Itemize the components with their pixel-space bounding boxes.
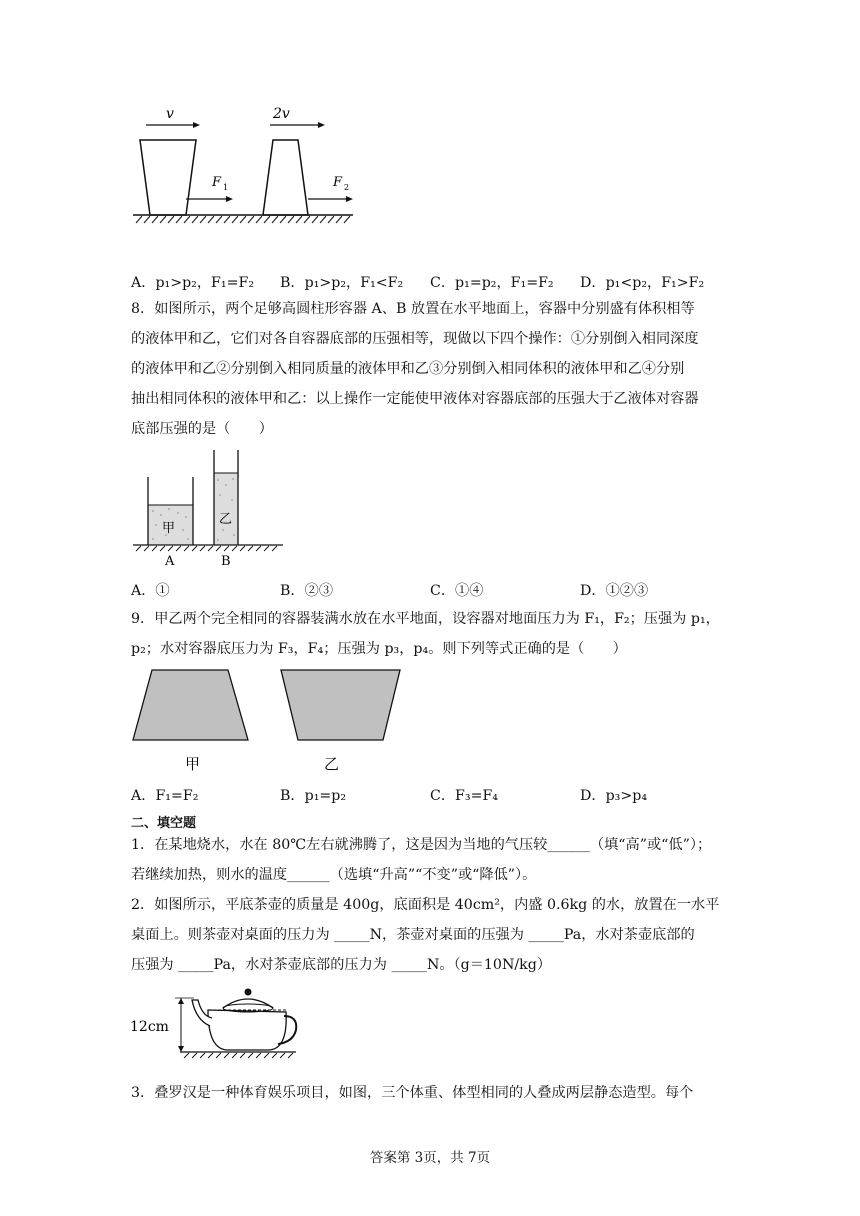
velocity-label-2v: 2v xyxy=(273,106,290,122)
liquid-a-label: 甲 xyxy=(162,521,176,536)
q9-figure xyxy=(128,665,408,777)
fill1-line-1: 1．在某地烧水，水在 80℃左右就沸腾了，这是因为当地的气压较______（填“高”或“低”）； xyxy=(131,837,712,853)
svg-text:1: 1 xyxy=(223,183,229,192)
force-label-f1: F xyxy=(212,175,222,190)
velocity-label-v: v xyxy=(166,106,174,122)
q9-line-2: p₂；水对容器底压力为 F₃，F₄；压强为 p₃，p₄。则下列等式正确的是（ ） xyxy=(131,641,627,657)
q7-option-d: D．p₁<p₂，F₁>F₂ xyxy=(580,275,705,291)
fill2-line-1: 2．如图所示，平底茶壶的质量是 400g，底面积是 40cm²，内盛 0.6kg 的水，放置在一水平 xyxy=(131,897,720,913)
q8-option-c: C．①④ xyxy=(430,583,484,599)
container-jia-label: 甲 xyxy=(185,755,201,773)
q8-option-a: A．① xyxy=(131,583,170,599)
fill2-line-2: 桌面上。则茶壶对桌面的压力为 _____N，茶壶对桌面的压强为 _____Pa，水对茶壶底部的 xyxy=(131,927,695,943)
q9-option-a: A．F₁=F₂ xyxy=(131,788,199,804)
q9-option-c: C．F₃=F₄ xyxy=(430,788,498,804)
q8-line-3: 的液体甲和乙②分别倒入相同质量的液体甲和乙③分别倒入相同体积的液体甲和乙④分别 xyxy=(131,361,685,377)
q8-option-d: D．①②③ xyxy=(580,583,649,599)
q8-line-1: 8．如图所示，两个足够高圆柱形容器 A、B 放置在水平地面上，容器中分别盛有体积相等 xyxy=(131,301,695,317)
q9-option-d: D．p₃>p₄ xyxy=(580,788,648,804)
fill1-line-2: 若继续加热，则水的温度______（选填“升高”“不变”或“降低”）。 xyxy=(131,867,537,883)
q8-figure xyxy=(128,445,288,570)
container-a-label: A xyxy=(165,554,175,569)
liquid-b-label: 乙 xyxy=(219,512,233,527)
page-footer: 答案第 3页，共 7页 xyxy=(369,1150,491,1166)
q8-line-4: 抽出相同体积的液体甲和乙：以上操作一定能使甲液体对容器底部的压强大于乙液体对容器 xyxy=(131,391,699,407)
q7-figure xyxy=(128,100,358,230)
force-label-f2: F xyxy=(333,175,343,190)
q8-line-2: 的液体甲和乙，它们对各自容器底部的压强相等，现做以下四个操作：①分别倒入相同深度 xyxy=(131,331,699,347)
fill2-line-3: 压强为 _____Pa，水对茶壶底部的压力为 _____N。（g＝10N/kg） xyxy=(131,957,552,973)
svg-text:2: 2 xyxy=(344,183,350,192)
fill3-line-1: 3．叠罗汉是一种体育娱乐项目，如图，三个体重、体型相同的人叠成两层静态造型。每个 xyxy=(131,1085,694,1101)
q9-line-1: 9．甲乙两个完全相同的容器装满水放在水平地面，设容器对地面压力为 F₁，F₂；压强为 p₁， xyxy=(131,611,720,627)
q7-option-c: C．p₁=p₂，F₁=F₂ xyxy=(430,275,554,291)
height-label: 12cm xyxy=(130,1019,169,1035)
q9-option-b: B．p₁=p₂ xyxy=(280,788,347,804)
q8-option-b: B．②③ xyxy=(280,583,334,599)
teapot-figure xyxy=(128,980,298,1062)
container-b-label: B xyxy=(221,554,231,569)
q7-option-b: B．p₁>p₂，F₁<F₂ xyxy=(280,275,404,291)
section-title: 二、填空题 xyxy=(131,816,197,831)
q8-line-5: 底部压强的是（ ） xyxy=(131,421,273,437)
container-yi-label: 乙 xyxy=(324,755,340,773)
q7-option-a: A．p₁>p₂，F₁=F₂ xyxy=(131,275,255,291)
